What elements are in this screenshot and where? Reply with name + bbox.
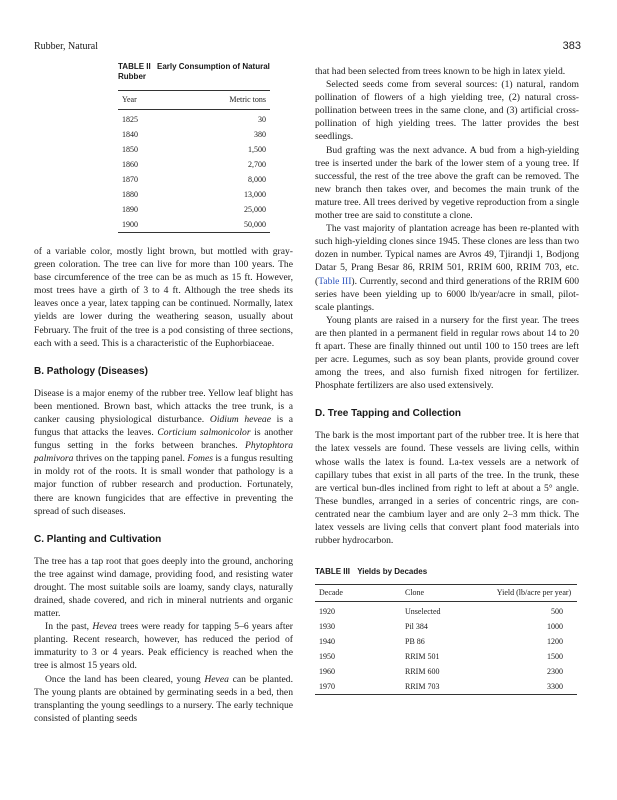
table-iii — [315, 584, 577, 695]
table-row — [118, 157, 270, 172]
table-cell: 500 — [551, 607, 563, 617]
table-ii-label: TABLE II — [118, 62, 151, 71]
table-ii-header-tons: Metric tons — [229, 95, 266, 104]
italic-term: Hevea — [92, 621, 117, 633]
italic-term: Fomes — [187, 453, 213, 465]
section-heading-planting: C. Planting and Cultivation — [34, 533, 162, 545]
table-cell: 1970 — [319, 682, 335, 692]
table-cell: 1930 — [319, 622, 335, 632]
text-run: trees were ready for tapping 5–6 years after planting. Recent research, however, has reduced the period of immaturity to 3 or 4 years. Peak efficiency is reached when the tree is almost 15 years old. — [34, 621, 293, 672]
table-cell: 1890 — [122, 205, 138, 214]
paragraph: Young plants are raised in a nursery for the first year. The trees are then planted in a permanent field in regular rows about 14 to 20 ft apart. These are finally thinned out until 100 to 150 trees are left per acre. Legumes, such as soy bean plants, provide ground cover among the trees, and also furnish fixed nitrogen for fertilizer. Phosphate fertilizers are also used extensively. — [315, 314, 579, 392]
table-iii-label: TABLE III — [315, 567, 350, 577]
table-cell: 30 — [258, 115, 266, 124]
table-cell: 1,500 — [248, 145, 266, 154]
table-cell: Pil 384 — [405, 622, 428, 632]
table-iii-header-clone: Clone — [405, 588, 425, 598]
italic-term: Hevea — [204, 673, 229, 685]
table-cell: 1880 — [122, 190, 138, 199]
paragraph — [34, 620, 293, 672]
table-cell: 1920 — [319, 607, 335, 617]
paragraph — [315, 222, 579, 314]
table-row — [118, 172, 270, 187]
table-row — [118, 142, 270, 157]
table-cell: 50,000 — [244, 220, 266, 229]
running-title: Rubber, Natural — [34, 41, 99, 52]
table-iii-link[interactable]: Table III — [318, 275, 352, 287]
italic-term: Oidium heveae — [209, 413, 271, 425]
table-ii-header-year: Year — [122, 95, 137, 104]
table-row — [315, 634, 577, 649]
table-cell: 1200 — [547, 637, 563, 647]
paragraph: Selected seeds come from several sources: (1) natural, random pollination of flowers of a high yielding tree, (2) natural cross-pollination between trees in the same clone, and (3) artificial cross-pollination of high yielding trees. The latter provides the best seedlings. — [315, 79, 579, 143]
table-cell: 1870 — [122, 175, 138, 184]
left-column — [34, 62, 293, 725]
table-iii-header-decade: Decade — [319, 588, 343, 598]
text-run: is a fungus resulting in moldy rot of the roots. It is small wonder that pathology is a major function of rubber research and production. Fortunately, there are known fungicides that are effective in preventing the spread of such diseases. — [34, 453, 293, 517]
text-run: Once the land has been cleared, young — [45, 673, 201, 685]
paragraph — [34, 387, 293, 518]
table-row — [118, 112, 270, 127]
table-cell: 1960 — [319, 667, 335, 677]
table-row — [315, 604, 577, 619]
table-ii-title: Early Consumption of Natural Rubber — [118, 62, 270, 81]
paragraph: Bud grafting was the next advance. A bud from a high-yielding tree is inserted under the bark of the lower stem of a young tree. If successful, the rest of the tree above the graft can be removed. The new branch then takes over, and becomes the main trunk of the mature tree. All trees derived by vegetive reproduction from a single mother tree are said to constitute a clone. — [315, 144, 579, 222]
page-number: 383 — [562, 40, 581, 52]
table-cell: 8,000 — [248, 175, 266, 184]
table-cell: RRIM 600 — [405, 667, 440, 677]
text-run: Disease is a major enemy of the rubber tree. Yellow leaf blight has been mentioned. Brown bast, which attacks the tree trunk, is a canker causing physiological disturbance. — [34, 387, 293, 425]
table-ii-caption — [118, 62, 278, 82]
table-cell: 2,700 — [248, 160, 266, 169]
table-cell: 380 — [254, 130, 266, 139]
table-row — [315, 664, 577, 679]
table-cell: 1850 — [122, 145, 138, 154]
table-cell: RRIM 501 — [405, 652, 440, 662]
table-cell: 1950 — [319, 652, 335, 662]
paragraph: of a variable color, mostly light brown, but mottled with gray-green coloration. The tree can live for more than 100 years. The base circumference of the tree can be as much as 15 ft. However, most trees have a girth of 3 to 4 ft. Although the tree sheds its leaves once a year, latex tapping can be continued. Normally, latex yields are lower during the weathering season, usually about February. The fruit of the tree is a pod consisting of three sections, each with a seed. This is a characteristic of the Euphorbiaceae. — [34, 246, 293, 349]
paragraph — [34, 673, 293, 725]
table-cell: 1840 — [122, 130, 138, 139]
text-run: ). Currently, second and third generations of the RRIM 600 series have been yielding up to 6000 lb/year/acre in small, pilot-scale plantings. — [315, 275, 579, 313]
text-run: The vast majority of plantation acreage has been re-planted with such high-yielding clones since 1945. These clones are less than two dozen in number. Typical names are Avros 49, Tjirandji 1, Bodjong Datar 5, Prang Besar 86, RRIM 501, RRIM 600, RRIM 703, etc. ( — [315, 223, 579, 287]
table-cell: 2300 — [547, 667, 563, 677]
table-cell: 1500 — [547, 652, 563, 662]
paragraph: The tree has a tap root that goes deeply into the ground, anchoring the tree against wind damage, providing food, and resisting water drought. The most suitable soils are loamy, sandy clays, naturally drained, shade covered, and rich in mineral nutrients and organic matter. — [34, 555, 293, 620]
table-row — [118, 187, 270, 202]
table-cell: 3300 — [547, 682, 563, 692]
table-cell: 1900 — [122, 220, 138, 229]
table-cell: PB 86 — [405, 637, 425, 647]
paragraph: that had been selected from trees known to be high in latex yield. — [315, 66, 566, 77]
table-cell: 1940 — [319, 637, 335, 647]
section-heading-pathology: B. Pathology (Diseases) — [34, 365, 148, 377]
table-cell: RRIM 703 — [405, 682, 440, 692]
section-heading-tapping: D. Tree Tapping and Collection — [315, 408, 461, 420]
text-run: is another fungus setting in the forks between branches. — [34, 427, 293, 452]
table-row — [118, 127, 270, 142]
table-ii — [118, 90, 270, 233]
table-cell: 1825 — [122, 115, 138, 124]
table-row — [315, 679, 577, 695]
table-cell: 25,000 — [244, 205, 266, 214]
table-cell: 13,000 — [244, 190, 266, 199]
text-run: In the past, — [45, 621, 90, 633]
table-row — [118, 202, 270, 217]
right-column — [315, 65, 579, 695]
paragraph: The bark is the most important part of the rubber tree. It is here that the latex vessels are found. These vessels are living cells, within whose walls the latex is found. La-tex vessels are a network of capillary tubes that exist in all parts of the tree. In the trunk, these are vertical bun-dles inclined from right to left at about a 5° angle. These bundles, arranged in a series of concentric rings, are con-centrated near the cambium layer and are only 2–3 mm thick. The latex vessels are living cells that convert plant food materials into rubber hydrocarbon. — [315, 430, 579, 547]
table-iii-caption — [315, 567, 579, 577]
italic-term: Corticium salmonicolor — [157, 427, 251, 439]
text-run: thrives on the tapping panel. — [75, 453, 185, 465]
text-run: is a fungus that attacks the leaves. — [34, 413, 294, 439]
table-cell: Unselected — [405, 607, 441, 617]
table-cell: 1000 — [547, 622, 563, 632]
table-row — [118, 217, 270, 233]
table-cell: 1860 — [122, 160, 138, 169]
table-row — [315, 649, 577, 664]
table-iii-title: Yields by Decades — [357, 567, 428, 577]
table-iii-header-yield: Yield (lb/acre per year) — [496, 588, 572, 598]
text-run: can be planted. The young plants are obtained by germinating seeds in a bed, then transplanting the young seedlings to a nursery. The early technique consisted of planting seeds — [34, 673, 293, 724]
table-row — [315, 619, 577, 634]
italic-term: Phytophtora palmivora — [34, 440, 293, 465]
